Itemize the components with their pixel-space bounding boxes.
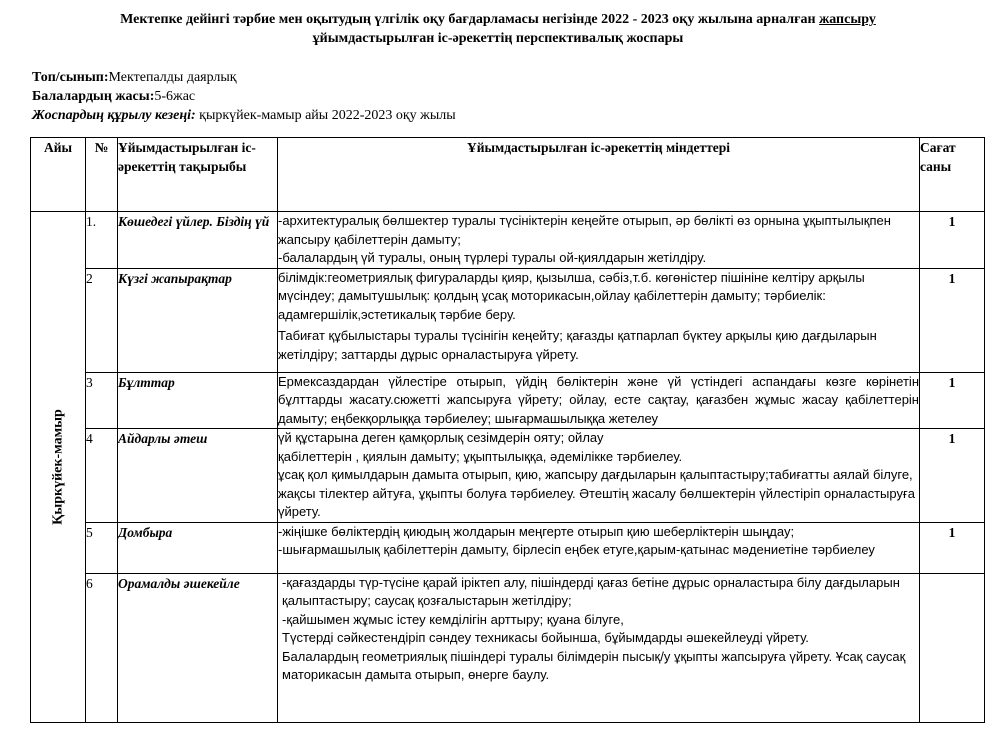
row-number: 1. [86, 212, 118, 269]
month-label: Қыркүйек-мамыр [50, 408, 66, 525]
task-line: -қайшымен жұмыс істеу кемділігін арттыру; қуана білуге, [282, 611, 624, 627]
row-topic: Айдарлы әтеш [118, 429, 278, 523]
meta-group [32, 68, 456, 87]
row-tasks [278, 429, 920, 523]
row-topic: Көшедегі үйлер. Біздің үй [118, 212, 278, 269]
task-line: қабілеттерін , қиялын дамыту; ұқыптылыққа, әдемілікке тәрбиелеу. [278, 448, 683, 464]
title-line-1-text: Мектепке дейінгі тәрбие мен оқытудың үлгілік оқу бағдарламасы негізінде 2022 - 2023 оқу жылына арналған [120, 12, 820, 27]
task-line: Түстерді сәйкестендіріп сәндеу техникасы бойынша, бұйымдарды әшекейлеуді үйрету. [282, 630, 809, 645]
table-header-row [31, 138, 985, 212]
task-line: -архитектуралық бөлшектер туралы түсініктерін кеңейте отырып, әр бөлікті өз орнына ұқыптылықпен жапсыру қабілеттерін дамыту; [278, 213, 891, 247]
row-topic: Бұлттар [118, 372, 278, 429]
row-tasks [278, 522, 920, 573]
task-line: -жіңішке бөліктердің қиюдың жолдарын меңгерте отырып қию шеберліктерін шыңдау; [278, 523, 795, 539]
row-number: 3 [86, 372, 118, 429]
header-month: Айы [31, 138, 86, 212]
header-topic: Ұйымдастырылған іс-әрекеттің тақырыбы [118, 138, 278, 212]
document-meta [32, 68, 456, 125]
task-line: Ермексаздардан үйлестіре отырып, үйдің бөліктерін және үй үстіндегі аспандағы көзге көрінетін бұлттарды жасату.сюжетті жапсыруға үйрету; ойлау, есте сақтау, қағазбен жұмыс жасау қабілеттерін дамыту; еңбекқорлыққа тәрбиелеу; шығармашылыққа жетелеу [278, 373, 919, 426]
table-row [31, 573, 985, 722]
month-cell [31, 212, 86, 723]
header-number: № [86, 138, 118, 212]
age-value: 5-6жас [154, 89, 196, 104]
task-line: -шығармашылық қабілеттерін дамыту, бірлесіп еңбек етуге,қарым-қатынас мәдениетіне тәрбиелеу [278, 542, 875, 557]
row-tasks [278, 212, 920, 269]
row-tasks [278, 372, 920, 429]
header-tasks: Ұйымдастырылған іс-әрекеттің міндеттері [278, 138, 920, 212]
row-hours [920, 573, 985, 722]
title-underlined-word: жапсыру [819, 12, 876, 27]
table-row [31, 212, 985, 269]
row-hours: 1 [920, 212, 985, 269]
task-line: -балалардың үй туралы, оның түрлері туралы ой-қиялдарын жетілдіру. [278, 250, 707, 265]
title-line-1 [0, 10, 996, 29]
row-number: 6 [86, 573, 118, 722]
task-line: ұсақ қол қимылдарын дамыта отырып, қию, жапсыру дағдыларын қалыптастыру;табиғатты аялай білуге, жақсы тілектер айтуға, ұқыпты болуға тәрбиелеу. Әтештің жасалу бөлшектерін үйлестіріп орналастыруға үйрету. [278, 467, 915, 519]
task-line: қалыптастыру; саусақ қозғалыстарын жетілдіру; [282, 593, 572, 608]
row-topic: Орамалды әшекейле [118, 573, 278, 722]
task-line: -қағаздарды түр-түсіне қарай іріктеп алу, пішіндерді қағаз бетіне дұрыс орналастыра білу дағдыларын [282, 574, 900, 590]
table-row [31, 429, 985, 523]
row-number: 2 [86, 268, 118, 372]
row-hours: 1 [920, 268, 985, 372]
period-value: қыркүйек-мамыр айы 2022-2023 оқу жылы [195, 108, 456, 123]
task-line: Балалардың геометриялық пішіндері туралы білімдерін пысық/у ұқыпты жапсыруға үйрету. Ұсақ саусақ маторикасын дамыта отырып, өнерге баулу. [282, 648, 906, 682]
task-line: үй құстарына деген қамқорлық сезімдерін ояту; ойлау [278, 430, 604, 445]
header-hours: Сағат саны [920, 138, 985, 212]
row-topic: Домбыра [118, 522, 278, 573]
row-hours: 1 [920, 522, 985, 573]
document-title [0, 10, 996, 48]
row-number: 4 [86, 429, 118, 523]
task-line: білімдік:геометриялық фигураларды қияр, қызылша, сәбіз,т.б. көгөністер пішініне келтіру арқылы мүсіндеу; дамытушылық: қолдың ұсақ моторикасын,ойлау қабілеттерін дамыту; тәрбиелік: адамгершілік,эстетикалық тәрбие беру. [278, 269, 865, 322]
title-line-2: ұйымдастырылған іс-әрекеттің перспективалық жоспары [312, 31, 684, 46]
age-label: Балалардың жасы: [32, 89, 155, 104]
row-tasks [278, 573, 920, 722]
row-number: 5 [86, 522, 118, 573]
period-label: Жоспардың құрылу кезеңі: [32, 108, 196, 123]
row-tasks [278, 268, 920, 372]
table-row [31, 522, 985, 573]
meta-period [32, 106, 456, 125]
row-hours: 1 [920, 429, 985, 523]
task-line: Табиғат құбылыстары туралы түсінігін кеңейту; қағазды қатпарлап бүктеу арқылы қию дағдыларын жетілдіру; заттарды дұрыс орналастыруға үйрету. [278, 328, 877, 362]
meta-age [32, 87, 456, 106]
group-value: Мектепалды даярлық [108, 70, 237, 85]
plan-table [30, 137, 985, 723]
row-hours: 1 [920, 372, 985, 429]
row-topic: Күзгі жапырақтар [118, 268, 278, 372]
table-row [31, 372, 985, 429]
group-label: Топ/сынып: [32, 70, 109, 85]
table-row [31, 268, 985, 372]
